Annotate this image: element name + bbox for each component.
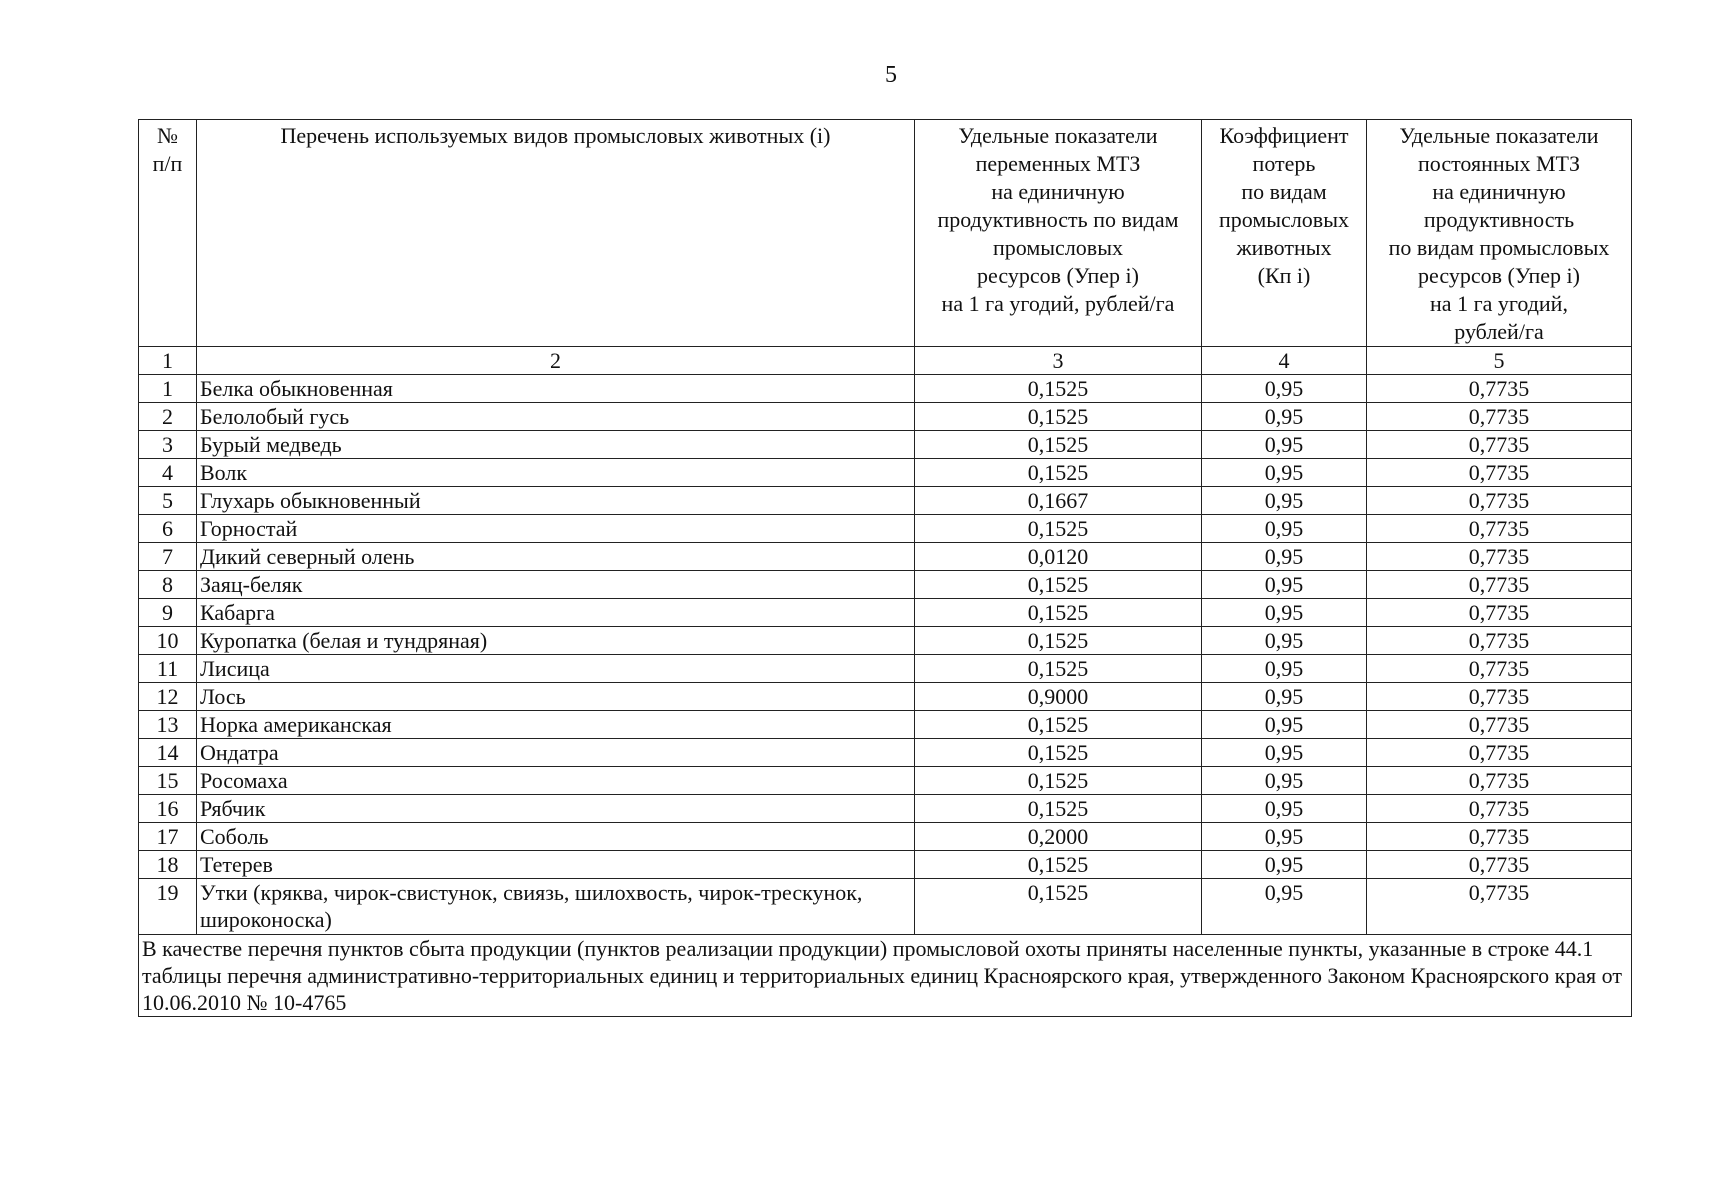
species-name: Дикий северный олень [197, 543, 915, 571]
species-name: Заяц-беляк [197, 571, 915, 599]
table-row [139, 823, 1632, 851]
page-number: 5 [885, 62, 897, 88]
table-row [139, 795, 1632, 823]
table-row [139, 431, 1632, 459]
variable-cost-value: 0,0120 [915, 543, 1202, 571]
loss-coefficient-value: 0,95 [1202, 375, 1367, 403]
species-name: Глухарь обыкновенный [197, 487, 915, 515]
row-number: 9 [139, 599, 197, 627]
table-row [139, 879, 1632, 935]
header-constant-line: на 1 га угодий, [1430, 291, 1568, 316]
species-name: Лисица [197, 655, 915, 683]
table-row [139, 375, 1632, 403]
species-name: Бурый медведь [197, 431, 915, 459]
variable-cost-value: 0,1525 [915, 571, 1202, 599]
loss-coefficient-value: 0,95 [1202, 627, 1367, 655]
table-row [139, 459, 1632, 487]
constant-cost-value: 0,7735 [1367, 627, 1632, 655]
species-name: Соболь [197, 823, 915, 851]
table-row [139, 739, 1632, 767]
table-row [139, 515, 1632, 543]
table-row [139, 655, 1632, 683]
loss-coefficient-value: 0,95 [1202, 795, 1367, 823]
constant-cost-value: 0,7735 [1367, 403, 1632, 431]
header-variable-line: на 1 га угодий, рублей/га [941, 291, 1175, 316]
table-row [139, 543, 1632, 571]
footer-note: В качестве перечня пунктов сбыта продукции (пунктов реализации продукции) промысловой охоты приняты населенные пункты, указанные в строке 44.1 таблицы перечня административно-территориальных единиц и территориальных единиц Красноярского края, утвержденного Законом Красноярского края от 10.06.2010 № 10-4765 [139, 935, 1632, 1017]
loss-coefficient-value: 0,95 [1202, 599, 1367, 627]
row-number: 8 [139, 571, 197, 599]
constant-cost-value: 0,7735 [1367, 739, 1632, 767]
row-number: 19 [139, 879, 197, 935]
loss-coefficient-value: 0,95 [1202, 879, 1367, 935]
variable-cost-value: 0,1525 [915, 851, 1202, 879]
header-number-line: № [157, 123, 178, 148]
variable-cost-value: 0,1525 [915, 879, 1202, 935]
row-number: 2 [139, 403, 197, 431]
header-coef-line: потерь [1252, 151, 1316, 176]
constant-cost-value: 0,7735 [1367, 431, 1632, 459]
hunting-resources-table [138, 119, 1632, 1017]
row-number: 11 [139, 655, 197, 683]
row-number: 13 [139, 711, 197, 739]
constant-cost-value: 0,7735 [1367, 487, 1632, 515]
species-name: Кабарга [197, 599, 915, 627]
variable-cost-value: 0,1525 [915, 627, 1202, 655]
column-number: 5 [1367, 347, 1632, 375]
variable-cost-value: 0,1525 [915, 375, 1202, 403]
species-name: Норка американская [197, 711, 915, 739]
header-variable-line: переменных МТЗ [975, 151, 1141, 176]
constant-cost-value: 0,7735 [1367, 459, 1632, 487]
constant-cost-value: 0,7735 [1367, 711, 1632, 739]
row-number: 17 [139, 823, 197, 851]
header-variable-costs [915, 120, 1202, 347]
species-name: Волк [197, 459, 915, 487]
loss-coefficient-value: 0,95 [1202, 487, 1367, 515]
loss-coefficient-value: 0,95 [1202, 851, 1367, 879]
table-row [139, 571, 1632, 599]
header-species-list [197, 120, 915, 347]
header-species-line: Перечень используемых видов промысловых животных (i) [280, 123, 831, 148]
row-number: 16 [139, 795, 197, 823]
header-coef-line: промысловых [1219, 207, 1349, 232]
table-row [139, 599, 1632, 627]
species-name: Белка обыкновенная [197, 375, 915, 403]
row-number: 4 [139, 459, 197, 487]
column-number-row [139, 347, 1632, 375]
species-name: Куропатка (белая и тундряная) [197, 627, 915, 655]
table-row [139, 767, 1632, 795]
constant-cost-value: 0,7735 [1367, 375, 1632, 403]
species-name: Ондатра [197, 739, 915, 767]
constant-cost-value: 0,7735 [1367, 767, 1632, 795]
variable-cost-value: 0,1525 [915, 711, 1202, 739]
constant-cost-value: 0,7735 [1367, 879, 1632, 935]
loss-coefficient-value: 0,95 [1202, 431, 1367, 459]
species-name: Горностай [197, 515, 915, 543]
loss-coefficient-value: 0,95 [1202, 403, 1367, 431]
loss-coefficient-value: 0,95 [1202, 655, 1367, 683]
loss-coefficient-value: 0,95 [1202, 767, 1367, 795]
header-constant-line: на единичную [1432, 179, 1566, 204]
loss-coefficient-value: 0,95 [1202, 739, 1367, 767]
row-number: 18 [139, 851, 197, 879]
header-constant-line: по видам промысловых [1388, 235, 1610, 260]
column-number: 1 [139, 347, 197, 375]
variable-cost-value: 0,1525 [915, 767, 1202, 795]
species-name: Росомаха [197, 767, 915, 795]
header-coef-line: Коэффициент [1219, 123, 1349, 148]
header-number-line: п/п [152, 151, 183, 176]
header-constant-line: ресурсов (Упер i) [1418, 263, 1580, 288]
species-name: Рябчик [197, 795, 915, 823]
variable-cost-value: 0,1525 [915, 795, 1202, 823]
variable-cost-value: 0,1525 [915, 655, 1202, 683]
variable-cost-value: 0,1525 [915, 599, 1202, 627]
loss-coefficient-value: 0,95 [1202, 543, 1367, 571]
species-name: Тетерев [197, 851, 915, 879]
species-name: Утки (кряква, чирок-свистунок, свиязь, шилохвость, чирок-трескунок, широконоска) [197, 879, 915, 935]
table-row [139, 711, 1632, 739]
table-row [139, 851, 1632, 879]
row-number: 7 [139, 543, 197, 571]
constant-cost-value: 0,7735 [1367, 823, 1632, 851]
header-constant-line: постоянных МТЗ [1418, 151, 1580, 176]
header-constant-costs [1367, 120, 1632, 347]
constant-cost-value: 0,7735 [1367, 543, 1632, 571]
variable-cost-value: 0,9000 [915, 683, 1202, 711]
header-coef-line: (Кп i) [1257, 263, 1311, 288]
header-variable-line: продуктивность по видам [937, 207, 1179, 232]
table-row [139, 683, 1632, 711]
constant-cost-value: 0,7735 [1367, 683, 1632, 711]
row-number: 3 [139, 431, 197, 459]
header-coef-line: животных [1236, 235, 1332, 260]
variable-cost-value: 0,1525 [915, 515, 1202, 543]
constant-cost-value: 0,7735 [1367, 571, 1632, 599]
header-constant-line: рублей/га [1454, 319, 1544, 344]
loss-coefficient-value: 0,95 [1202, 711, 1367, 739]
column-number: 4 [1202, 347, 1367, 375]
column-number: 3 [915, 347, 1202, 375]
header-variable-line: на единичную [991, 179, 1125, 204]
table-row [139, 487, 1632, 515]
constant-cost-value: 0,7735 [1367, 515, 1632, 543]
variable-cost-value: 0,2000 [915, 823, 1202, 851]
constant-cost-value: 0,7735 [1367, 795, 1632, 823]
loss-coefficient-value: 0,95 [1202, 823, 1367, 851]
species-name: Белолобый гусь [197, 403, 915, 431]
row-number: 5 [139, 487, 197, 515]
header-variable-line: Удельные показатели [958, 123, 1158, 148]
row-number: 14 [139, 739, 197, 767]
variable-cost-value: 0,1525 [915, 739, 1202, 767]
table-row [139, 627, 1632, 655]
header-variable-line: ресурсов (Упер i) [977, 263, 1139, 288]
column-number: 2 [197, 347, 915, 375]
header-constant-line: Удельные показатели [1399, 123, 1599, 148]
footer-row [139, 935, 1632, 1017]
loss-coefficient-value: 0,95 [1202, 571, 1367, 599]
constant-cost-value: 0,7735 [1367, 851, 1632, 879]
table-row [139, 403, 1632, 431]
variable-cost-value: 0,1525 [915, 403, 1202, 431]
loss-coefficient-value: 0,95 [1202, 515, 1367, 543]
header-coef-line: по видам [1241, 179, 1327, 204]
constant-cost-value: 0,7735 [1367, 655, 1632, 683]
header-loss-coefficient [1202, 120, 1367, 347]
row-number: 6 [139, 515, 197, 543]
row-number: 10 [139, 627, 197, 655]
header-constant-line: продуктивность [1423, 207, 1575, 232]
variable-cost-value: 0,1667 [915, 487, 1202, 515]
loss-coefficient-value: 0,95 [1202, 459, 1367, 487]
species-name: Лось [197, 683, 915, 711]
variable-cost-value: 0,1525 [915, 459, 1202, 487]
row-number: 12 [139, 683, 197, 711]
constant-cost-value: 0,7735 [1367, 599, 1632, 627]
variable-cost-value: 0,1525 [915, 431, 1202, 459]
header-variable-line: промысловых [993, 235, 1123, 260]
row-number: 1 [139, 375, 197, 403]
row-number: 15 [139, 767, 197, 795]
table-header-row [139, 120, 1632, 347]
header-number [139, 120, 197, 347]
loss-coefficient-value: 0,95 [1202, 683, 1367, 711]
